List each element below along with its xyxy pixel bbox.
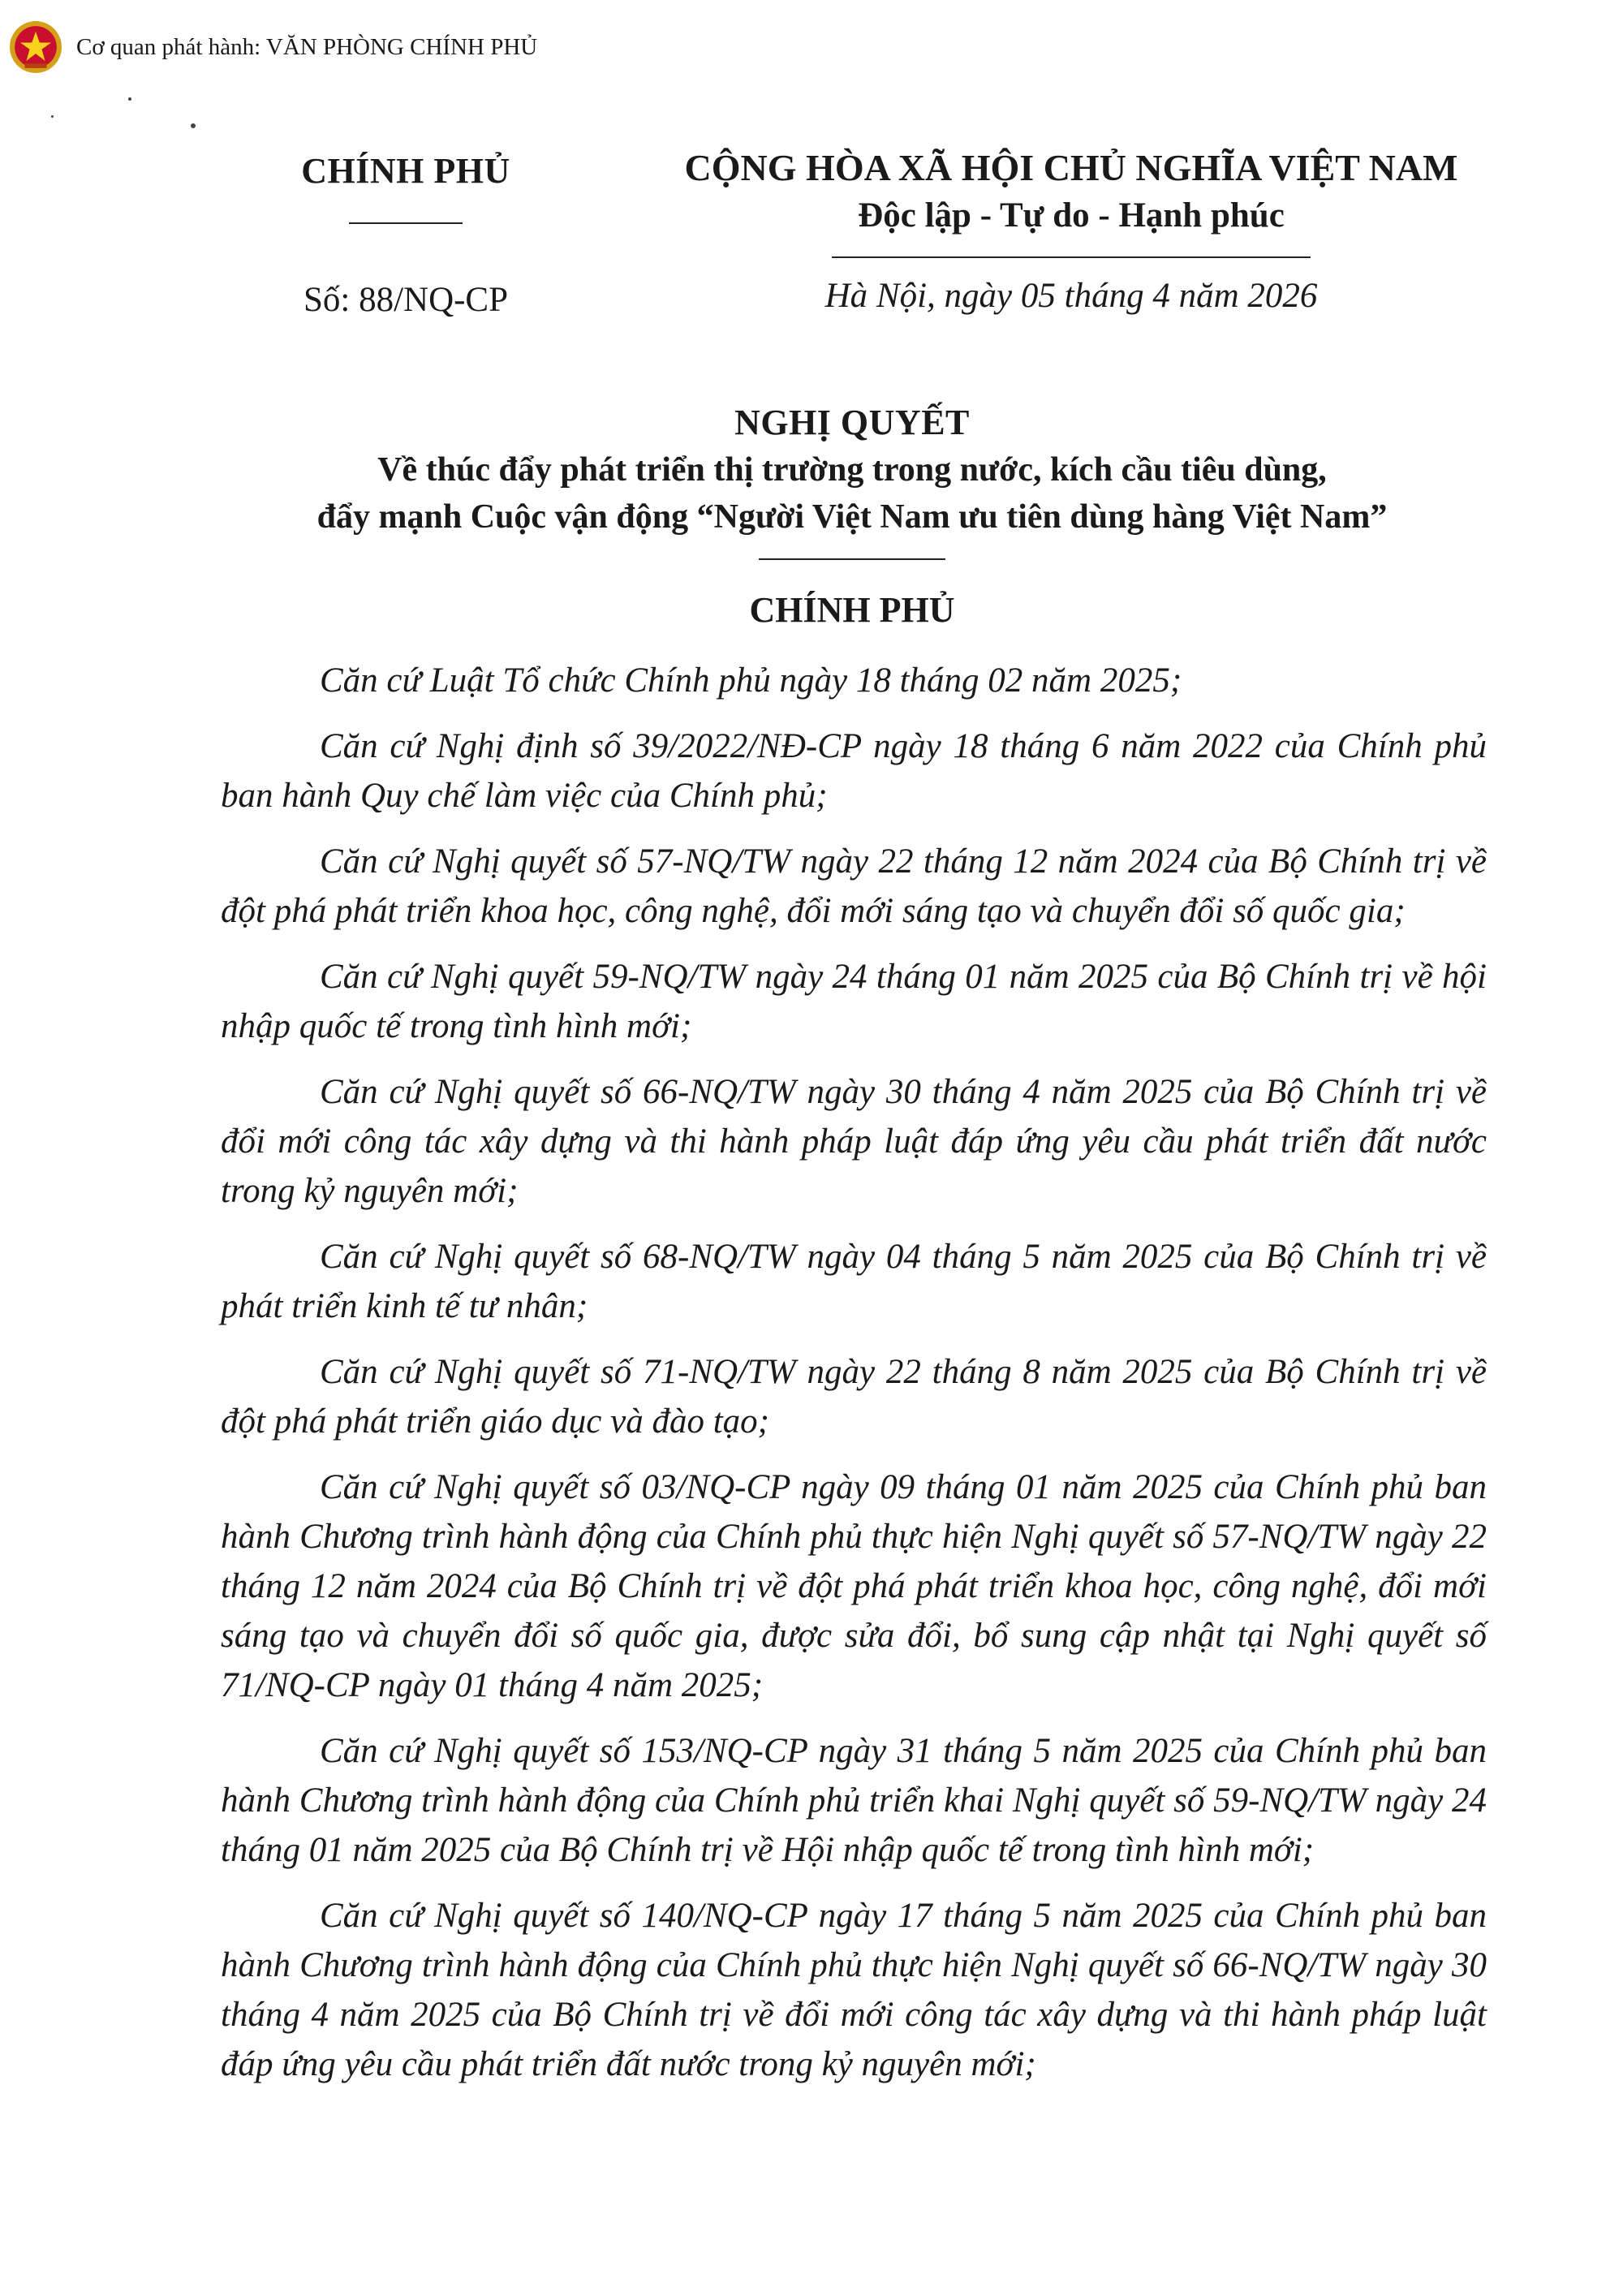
preamble bbox=[221, 656, 1487, 2105]
preamble-paragraph: Căn cứ Nghị quyết số 68-NQ/TW ngày 04 tháng 5 năm 2025 của Bộ Chính trị về phát triển kinh tế tư nhân; bbox=[221, 1238, 1487, 1325]
scan-speck bbox=[51, 115, 54, 118]
title-block bbox=[122, 402, 1582, 631]
preamble-paragraph: Căn cứ Nghị quyết số 57-NQ/TW ngày 22 tháng 12 năm 2024 của Bộ Chính trị về đột phá phát triển khoa học, công nghệ, đổi mới sáng tạo và chuyển đổi số quốc gia; bbox=[221, 842, 1487, 930]
issuer-banner bbox=[8, 15, 537, 80]
issuing-body: CHÍNH PHỦ bbox=[301, 151, 510, 191]
issuing-body-block bbox=[235, 150, 576, 224]
preamble-paragraph: Căn cứ Nghị định số 39/2022/NĐ-CP ngày 18 tháng 6 năm 2022 của Chính phủ ban hành Quy chế làm việc của Chính phủ; bbox=[221, 727, 1487, 815]
place-and-date: Hà Nội, ngày 05 tháng 4 năm 2026 bbox=[824, 277, 1318, 315]
subject-line: Về thúc đẩy phát triển thị trường trong nước, kích cầu tiêu dùng, bbox=[377, 451, 1327, 489]
scan-speck bbox=[191, 123, 196, 128]
nation-name: CỘNG HÒA XÃ HỘI CHỦ NGHĨA VIỆT NAM bbox=[684, 147, 1458, 188]
national-emblem-icon bbox=[8, 19, 63, 75]
preamble-paragraph: Căn cứ Nghị quyết số 66-NQ/TW ngày 30 tháng 4 năm 2025 của Bộ Chính trị về đổi mới công tác xây dựng và thi hành pháp luật đáp ứng yêu cầu phát triển đất nước trong kỷ nguyên mới; bbox=[221, 1073, 1487, 1210]
document-type: NGHỊ QUYẾT bbox=[734, 403, 970, 442]
document-subject bbox=[122, 446, 1582, 541]
divider bbox=[759, 558, 945, 560]
enacting-authority: CHÍNH PHỦ bbox=[749, 590, 955, 630]
national-motto: Độc lập - Tự do - Hạnh phúc bbox=[858, 196, 1285, 235]
national-title-block bbox=[633, 146, 1509, 258]
preamble-paragraph: Căn cứ Nghị quyết số 03/NQ-CP ngày 09 tháng 01 năm 2025 của Chính phủ ban hành Chương trình hành động của Chính phủ thực hiện Nghị quyết số 57-NQ/TW ngày 22 tháng 12 năm 2024 của Bộ Chính trị về đột phá phát triển khoa học, công nghệ, đổi mới sáng tạo và chuyển đổi số quốc gia, được sửa đổi, bổ sung cập nhật tại Nghị quyết số 71/NQ-CP ngày 01 tháng 4 năm 2025; bbox=[221, 1468, 1487, 1704]
subject-line: đẩy mạnh Cuộc vận động “Người Việt Nam ưu tiên dùng hàng Việt Nam” bbox=[316, 498, 1388, 536]
preamble-paragraph: Căn cứ Nghị quyết số 71-NQ/TW ngày 22 tháng 8 năm 2025 của Bộ Chính trị về đột phá phát triển giáo dục và đào tạo; bbox=[221, 1353, 1487, 1441]
preamble-paragraph: Căn cứ Nghị quyết 59-NQ/TW ngày 24 tháng 01 năm 2025 của Bộ Chính trị về hội nhập quốc tế trong tình hình mới; bbox=[221, 958, 1487, 1045]
divider bbox=[349, 222, 463, 224]
preamble-paragraph: Căn cứ Luật Tổ chức Chính phủ ngày 18 tháng 02 năm 2025; bbox=[320, 661, 1182, 700]
scan-speck bbox=[128, 97, 131, 101]
preamble-paragraph: Căn cứ Nghị quyết số 153/NQ-CP ngày 31 tháng 5 năm 2025 của Chính phủ ban hành Chương trình hành động của Chính phủ triển khai Nghị quyết số 59-NQ/TW ngày 24 tháng 01 năm 2025 của Bộ Chính trị về Hội nhập quốc tế trong tình hình mới; bbox=[221, 1732, 1487, 1869]
divider bbox=[832, 256, 1311, 258]
issuer-label: Cơ quan phát hành: VĂN PHÒNG CHÍNH PHỦ bbox=[76, 33, 538, 60]
document-number: Số: 88/NQ-CP bbox=[303, 281, 509, 319]
preamble-paragraph: Căn cứ Nghị quyết số 140/NQ-CP ngày 17 tháng 5 năm 2025 của Chính phủ ban hành Chương trình hành động của Chính phủ thực hiện Nghị quyết số 66-NQ/TW ngày 30 tháng 4 năm 2025 của Bộ Chính trị về đổi mới công tác xây dựng và thi hành pháp luật đáp ứng yêu cầu phát triển đất nước trong kỷ nguyên mới; bbox=[221, 1897, 1487, 2083]
